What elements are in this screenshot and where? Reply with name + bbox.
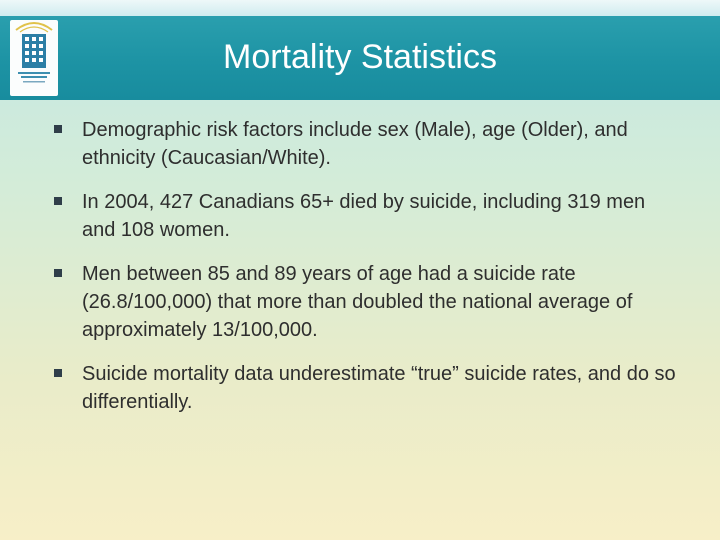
bullet-item <box>54 260 684 344</box>
bullet-text: Demographic risk factors include sex (Male), age (Older), and ethnicity (Caucasian/White). <box>82 119 628 169</box>
bullet-text: In 2004, 427 Canadians 65+ died by suicide, including 319 men and 108 women. <box>82 191 646 241</box>
bullet-list <box>54 116 684 432</box>
bullet-text: Men between 85 and 89 years of age had a suicide rate (26.8/100,000) that more than doubled the national average of approximately 13/100,000. <box>82 263 633 341</box>
bullet-item <box>54 188 684 244</box>
slide-title <box>0 36 720 78</box>
bullet-item <box>54 360 684 416</box>
square-bullet-icon <box>54 369 62 377</box>
bullet-item <box>54 116 684 172</box>
square-bullet-icon <box>54 269 62 277</box>
bullet-text: Suicide mortality data underestimate “true” suicide rates, and do so differentially. <box>82 363 676 413</box>
square-bullet-icon <box>54 197 62 205</box>
square-bullet-icon <box>54 125 62 133</box>
top-strip <box>0 0 720 16</box>
slide-title-text: Mortality Statistics <box>223 38 497 76</box>
